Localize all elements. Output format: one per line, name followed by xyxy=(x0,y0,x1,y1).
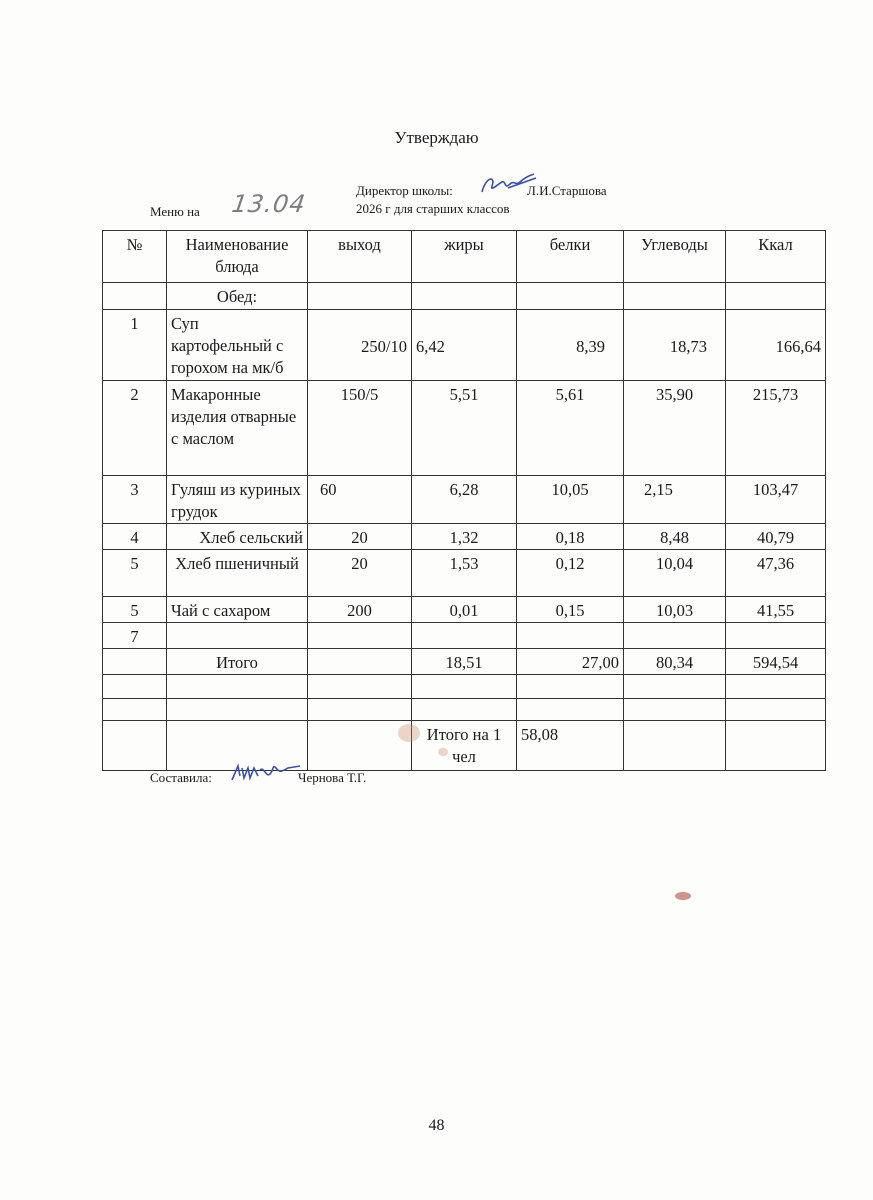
stain xyxy=(398,724,420,742)
table-row xyxy=(103,310,826,381)
total-row xyxy=(103,649,826,675)
row-protein: 0,12 xyxy=(517,550,624,597)
table-row xyxy=(103,597,826,623)
row-num: 5 xyxy=(103,550,167,597)
director-name: Л.И.Старшова xyxy=(527,183,607,198)
row-fat: 0,01 xyxy=(412,597,517,623)
row-carbs: 2,15 xyxy=(624,476,726,524)
header-num: № xyxy=(103,231,167,283)
row-protein xyxy=(517,623,624,649)
row-yield: 20 xyxy=(308,550,412,597)
row-protein: 0,15 xyxy=(517,597,624,623)
table-row xyxy=(103,524,826,550)
row-kcal: 103,47 xyxy=(726,476,826,524)
row-kcal: 41,55 xyxy=(726,597,826,623)
row-yield: 20 xyxy=(308,524,412,550)
menu-date-handwritten: 13.04 xyxy=(230,190,308,218)
total-kcal: 594,54 xyxy=(726,649,826,675)
row-num: 3 xyxy=(103,476,167,524)
row-protein: 10,05 xyxy=(517,476,624,524)
total-label: Итого xyxy=(167,649,308,675)
row-kcal: 215,73 xyxy=(726,381,826,476)
row-kcal: 40,79 xyxy=(726,524,826,550)
menu-table xyxy=(102,230,826,771)
compiler-signature xyxy=(228,760,304,786)
row-fat xyxy=(412,623,517,649)
row-yield xyxy=(308,623,412,649)
row-carbs: 10,03 xyxy=(624,597,726,623)
section-label: Обед: xyxy=(167,283,308,310)
header-protein: белки xyxy=(517,231,624,283)
row-protein: 8,39 xyxy=(517,310,624,381)
row-fat: 5,51 xyxy=(412,381,517,476)
header-name: Наименование блюда xyxy=(167,231,308,283)
empty-row xyxy=(103,699,826,721)
row-carbs xyxy=(624,623,726,649)
row-carbs: 8,48 xyxy=(624,524,726,550)
row-protein: 5,61 xyxy=(517,381,624,476)
table-header-row xyxy=(103,231,826,283)
compiled-name: Чернова Т.Г. xyxy=(298,770,367,785)
row-dish-name: Гуляш из куриных грудок xyxy=(167,476,308,524)
stain xyxy=(438,748,448,756)
compiled-label: Составила: xyxy=(150,770,212,785)
row-fat: 6,28 xyxy=(412,476,517,524)
row-dish-name: Хлеб сельский xyxy=(167,524,308,550)
row-yield: 150/5 xyxy=(308,381,412,476)
row-kcal xyxy=(726,623,826,649)
row-protein: 0,18 xyxy=(517,524,624,550)
header-kcal: Ккал xyxy=(726,231,826,283)
row-fat: 1,53 xyxy=(412,550,517,597)
header-fat: жиры xyxy=(412,231,517,283)
approve-heading: Утверждаю xyxy=(394,128,479,147)
row-num: 4 xyxy=(103,524,167,550)
menu-label: Меню на xyxy=(150,204,200,219)
row-yield: 200 xyxy=(308,597,412,623)
row-kcal: 166,64 xyxy=(726,310,826,381)
total-protein: 27,00 xyxy=(517,649,624,675)
menu-year-line: 2026 г для старших классов xyxy=(356,201,510,216)
row-dish-name: Макаронные изделия отварные с маслом xyxy=(167,381,308,476)
page-number: 48 xyxy=(428,1117,445,1134)
row-dish-name xyxy=(167,623,308,649)
table-row xyxy=(103,381,826,476)
header-carbs: Углеводы xyxy=(624,231,726,283)
row-carbs: 10,04 xyxy=(624,550,726,597)
row-num: 2 xyxy=(103,381,167,476)
row-num: 5 xyxy=(103,597,167,623)
row-dish-name: Чай с сахаром xyxy=(167,597,308,623)
row-num: 7 xyxy=(103,623,167,649)
row-kcal: 47,36 xyxy=(726,550,826,597)
table-row xyxy=(103,623,826,649)
row-carbs: 18,73 xyxy=(624,310,726,381)
row-dish-name: Хлеб пшеничный xyxy=(167,550,308,597)
row-fat: 6,42 xyxy=(412,310,517,381)
row-num: 1 xyxy=(103,310,167,381)
total-fat: 18,51 xyxy=(412,649,517,675)
row-fat: 1,32 xyxy=(412,524,517,550)
total-carbs: 80,34 xyxy=(624,649,726,675)
row-yield: 250/10 xyxy=(308,310,412,381)
row-carbs: 35,90 xyxy=(624,381,726,476)
header-yield: выход xyxy=(308,231,412,283)
per-person-row xyxy=(103,721,826,771)
director-label: Директор школы: xyxy=(356,183,453,198)
table-row xyxy=(103,476,826,524)
per-person-value: 58,08 xyxy=(517,721,624,771)
stain xyxy=(675,892,691,900)
row-dish-name: Суп картофельный с горохом на мк/б xyxy=(167,310,308,381)
per-person-label: Итого на 1 чел xyxy=(412,721,517,771)
table-row xyxy=(103,550,826,597)
empty-row xyxy=(103,675,826,699)
section-row xyxy=(103,283,826,310)
row-yield: 60 xyxy=(308,476,412,524)
